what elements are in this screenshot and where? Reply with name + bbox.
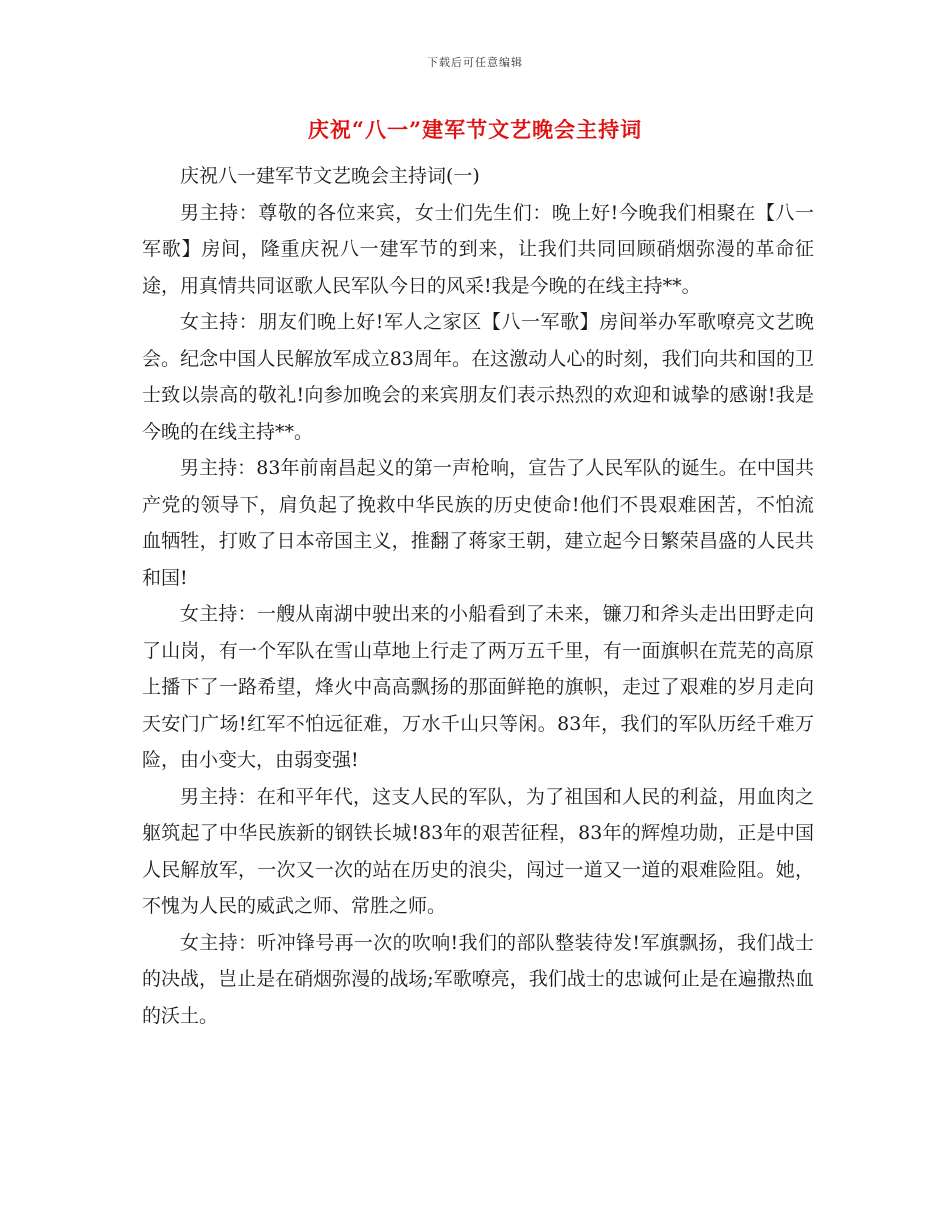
paragraph: 女主持：朋友们晚上好!军人之家区【八一军歌】房间举办军歌嘹亮文艺晚会。纪念中国人民解放军成立83周年。在这激动人心的时刻，我们向共和国的卫士致以崇高的敬礼!向参加晚会的来宾朋友们表示热烈的欢迎和诚挚的感谢!我是今晚的在线主持**。 [142,311,814,443]
header-note: 下载后可任意编辑 [427,56,523,69]
paragraph: 女主持：一艘从南湖中驶出来的小船看到了未来，镰刀和斧头走出田野走向了山岗，有一个军队在雪山草地上行走了两万五千里，有一面旗帜在荒芜的高原上播下了一路希望，烽火中高高飘扬的那面鲜艳的旗帜，走过了艰难的岁月走向天安门广场!红军不怕远征难，万水千山只等闲。83年，我们的军队历经千难万险，由小变大，由弱变强! [142,603,814,771]
document-body [142,158,814,1034]
document-title: 庆祝“八一”建军节文艺晚会主持词 [307,117,643,142]
paragraph: 男主持：83年前南昌起义的第一声枪响，宣告了人民军队的诞生。在中国共产党的领导下，肩负起了挽救中华民族的历史使命!他们不畏艰难困苦，不怕流血牺牲，打败了日本帝国主义，推翻了蒋家王朝，建立起今日繁荣昌盛的人民共和国! [142,457,814,589]
paragraph: 男主持：尊敬的各位来宾，女士们先生们：晚上好!今晚我们相聚在【八一军歌】房间，隆重庆祝八一建军节的到来，让我们共同回顾硝烟弥漫的革命征途，用真情共同讴歌人民军队今日的风采!我是今晚的在线主持**。 [142,201,814,297]
paragraph-subtitle: 庆祝八一建军节文艺晚会主持词(一) [180,165,480,187]
paragraph: 女主持：听冲锋号再一次的吹响!我们的部队整装待发!军旗飘扬，我们战士的决战，岂止是在硝烟弥漫的战场;军歌嘹亮，我们战士的忠诚何止是在遍撒热血的沃土。 [142,931,814,1027]
paragraph: 男主持：在和平年代，这支人民的军队，为了祖国和人民的利益，用血肉之躯筑起了中华民族新的钢铁长城!83年的艰苦征程，83年的辉煌功勋，正是中国人民解放军，一次又一次的站在历史的浪尖，闯过一道又一道的艰难险阻。她，不愧为人民的威武之师、常胜之师。 [142,785,814,917]
